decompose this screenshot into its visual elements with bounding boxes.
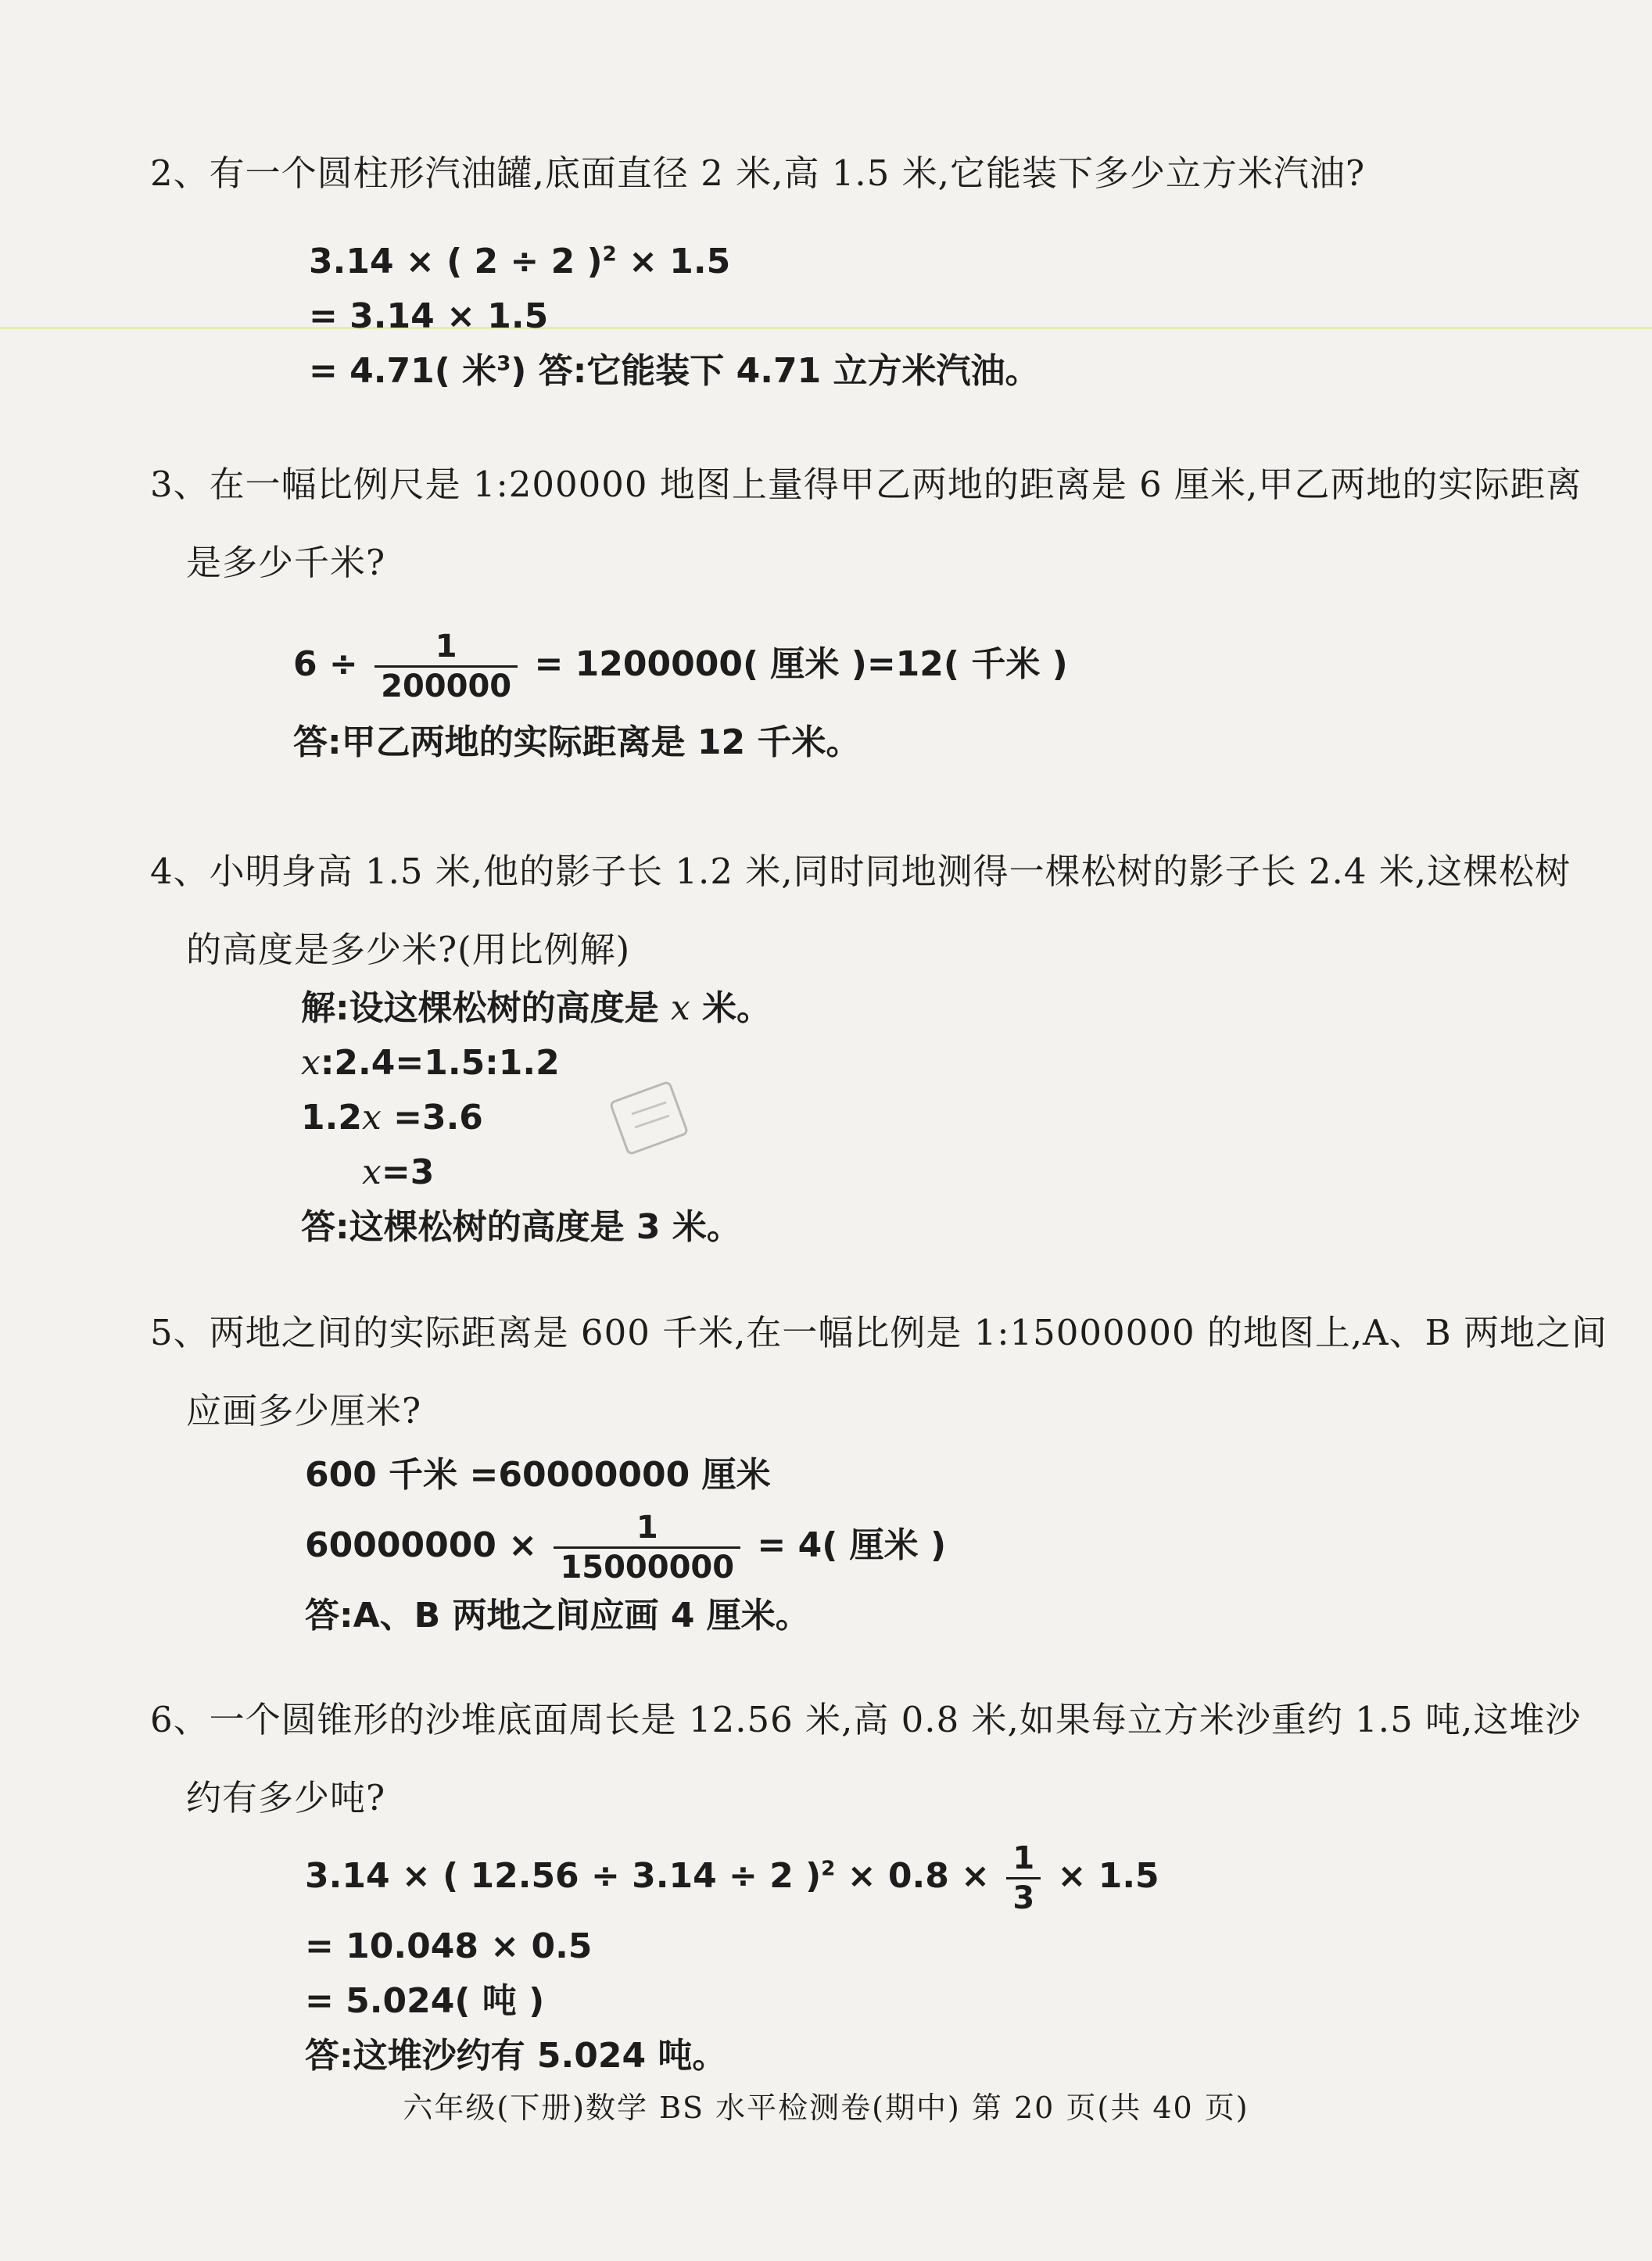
answer-3-conclusion: 答:甲乙两地的实际距离是 12 千米。 [293,722,861,762]
answer-2-line-1: 3.14 × ( 2 ÷ 2 )$^2$ × 1.5 [309,242,731,281]
question-5 [150,1294,1607,1450]
answer-3-formula: 6 ÷ $\frac{1}{200000}$ = 1200000( 厘米 )=12( 千米 ) [293,628,1068,704]
answer-2-line-2: = 3.14 × 1.5 [309,296,549,336]
question-5-text: 5、两地之间的实际距离是 600 千米,在一幅比例是 1:15000000 的地图上,A、B 两地之间 [150,1312,1608,1353]
question-4-text-cont: 的高度是多少米?(用比例解) [186,929,631,970]
page-footer: 六年级(下册)数学 BS 水平检测卷(期中) 第 20 页(共 40 页) [403,2091,1249,2125]
question-5-text-cont: 应画多少厘米? [186,1390,422,1431]
answer-5-line-1: 600 千米 =60000000 厘米 [305,1455,771,1495]
answer-5-formula: 60000000 × $\frac{1}{15000000}$ = 4( 厘米 ) [305,1509,947,1586]
question-2 [150,134,1365,213]
answer-6-line-1: 3.14 × ( 12.56 ÷ 3.14 ÷ 2 )$^2$ × 0.8 × $\frac{1}{3}$ × 1.5 [305,1840,1159,1916]
question-2-text: 2、有一个圆柱形汽油罐,底面直径 2 米,高 1.5 米,它能装下多少立方米汽油? [150,152,1366,194]
question-6-text: 6、一个圆锥形的沙堆底面周长是 12.56 米,高 0.8 米,如果每立方米沙重约 1.5 吨,这堆沙 [150,1699,1582,1740]
fraction: $\frac{1}{200000}$ [374,628,518,705]
question-6 [150,1681,1581,1837]
fraction: $\frac{1}{15000000}$ [554,1509,740,1586]
answer-6-line-3: = 5.024( 吨 ) [305,1981,545,2021]
answer-5 [305,1448,946,1643]
answer-4-conclusion: 答:这棵松树的高度是 3 米。 [301,1207,741,1247]
answer-3 [293,625,1068,762]
answer-4-line-4: x=3 [362,1152,435,1192]
answer-4-line-1: 解:设这棵松树的高度是 x 米。 [301,988,772,1028]
answer-4-line-3: 1.2x =3.6 [301,1098,483,1138]
question-3 [150,446,1582,602]
question-6-text-cont: 约有多少吨? [186,1777,386,1818]
fraction: $\frac{1}{3}$ [1006,1840,1041,1917]
question-4-text: 4、小明身高 1.5 米,他的影子长 1.2 米,同时同地测得一棵松树的影子长 2.4 米,这棵松树 [150,851,1571,892]
answer-2 [309,235,1040,399]
stamp-mark-icon [602,1071,696,1165]
answer-6 [305,1833,1159,2084]
answer-4-line-2: x:2.4=1.5:1.2 [301,1043,560,1083]
answer-2-line-3: = 4.71( 米$^3$) 答:它能装下 4.71 立方米汽油。 [309,351,1040,391]
answer-6-line-2: = 10.048 × 0.5 [305,1926,593,1966]
answer-4 [301,981,771,1255]
question-4 [150,833,1571,989]
question-3-text: 3、在一幅比例尺是 1:200000 地图上量得甲乙两地的距离是 6 厘米,甲乙两地的实际距离 [150,464,1582,505]
answer-5-conclusion: 答:A、B 两地之间应画 4 厘米。 [305,1596,810,1636]
question-3-text-cont: 是多少千米? [186,542,386,583]
answer-6-conclusion: 答:这堆沙约有 5.024 吨。 [305,2036,727,2076]
